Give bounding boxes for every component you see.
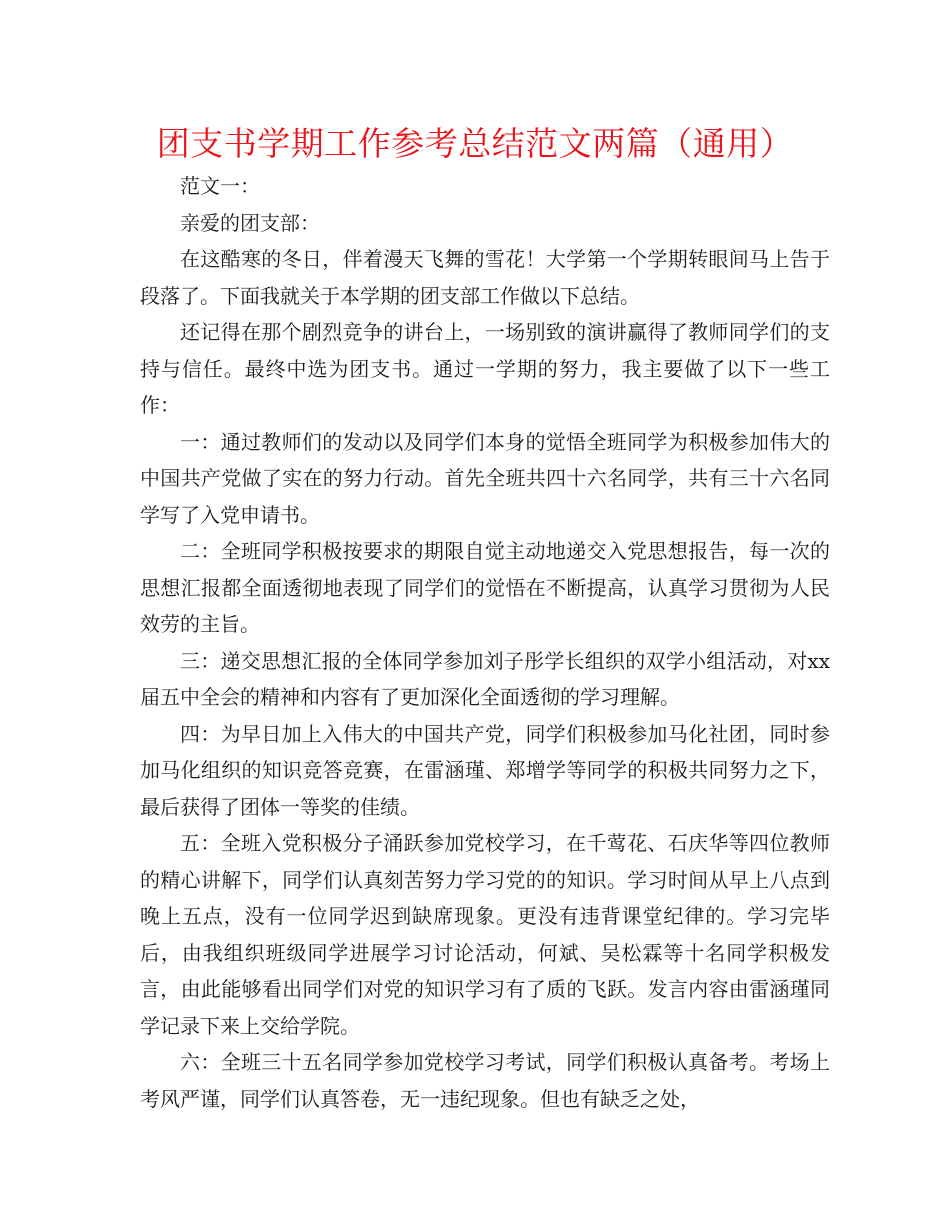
paragraph-item-3: 三：递交思想汇报的全体同学参加刘子彤学长组织的双学小组活动，对xx届五中全会的精神和内容有了更加深化全面透彻的学习理解。 bbox=[140, 648, 830, 709]
document-body bbox=[140, 168, 830, 1117]
paragraph-intro: 在这酷寒的冬日，伴着漫天飞舞的雪花！大学第一个学期转眼间马上告于段落了。下面我就关于本学期的团支部工作做以下总结。 bbox=[140, 247, 830, 308]
paragraph-item-6: 六：全班三十五名同学参加党校学习考试，同学们积极认真备考。考场上考风严谨，同学们认真答卷，无一违纪现象。但也有缺乏之处， bbox=[140, 1050, 830, 1111]
paragraph-item-5: 五：全班入党积极分子涌跃参加党校学习，在千莺花、石庆华等四位教师的精心讲解下，同学们认真刻苦努力学习党的的知识。学习时间从早上八点到晚上五点，没有一位同学迟到缺席现象。更没有违背课堂纪律的。学习完毕后，由我组织班级同学进展学习讨论活动，何斌、吴松霖等十名同学积极发言，由此能够看出同学们对党的知识学习有了质的飞跃。发言内容由雷涵瑾同学记录下来上交给学院。 bbox=[140, 831, 830, 1038]
paragraph-item-2: 二：全班同学积极按要求的期限自觉主动地递交入党思想报告，每一次的思想汇报都全面透彻地表现了同学们的觉悟在不断提高，认真学习贯彻为人民效劳的主旨。 bbox=[140, 539, 830, 636]
paragraph-election: 还记得在那个剧烈竞争的讲台上，一场别致的演讲赢得了教师同学们的支持与信任。最终中选为团支书。通过一学期的努力，我主要做了以下一些工作： bbox=[140, 320, 830, 417]
document-title: 团支书学期工作参考总结范文两篇（通用） bbox=[156, 124, 794, 163]
paragraph-item-4: 四：为早日加上入伟大的中国共产党，同学们积极参加马化社团，同时参加马化组织的知识竞答竞赛，在雷涵瑾、郑增学等同学的积极共同努力之下，最后获得了团体一等奖的佳绩。 bbox=[140, 721, 830, 819]
paragraph-salutation: 亲爱的团支部： bbox=[180, 210, 320, 235]
paragraph-item-1: 一：通过教师们的发动以及同学们本身的觉悟全班同学为积极参加伟大的中国共产党做了实在的努力行动。首先全班共四十六名同学，共有三十六名同学写了入党申请书。 bbox=[140, 429, 830, 527]
paragraph-heading-sample-one: 范文一： bbox=[180, 174, 260, 198]
